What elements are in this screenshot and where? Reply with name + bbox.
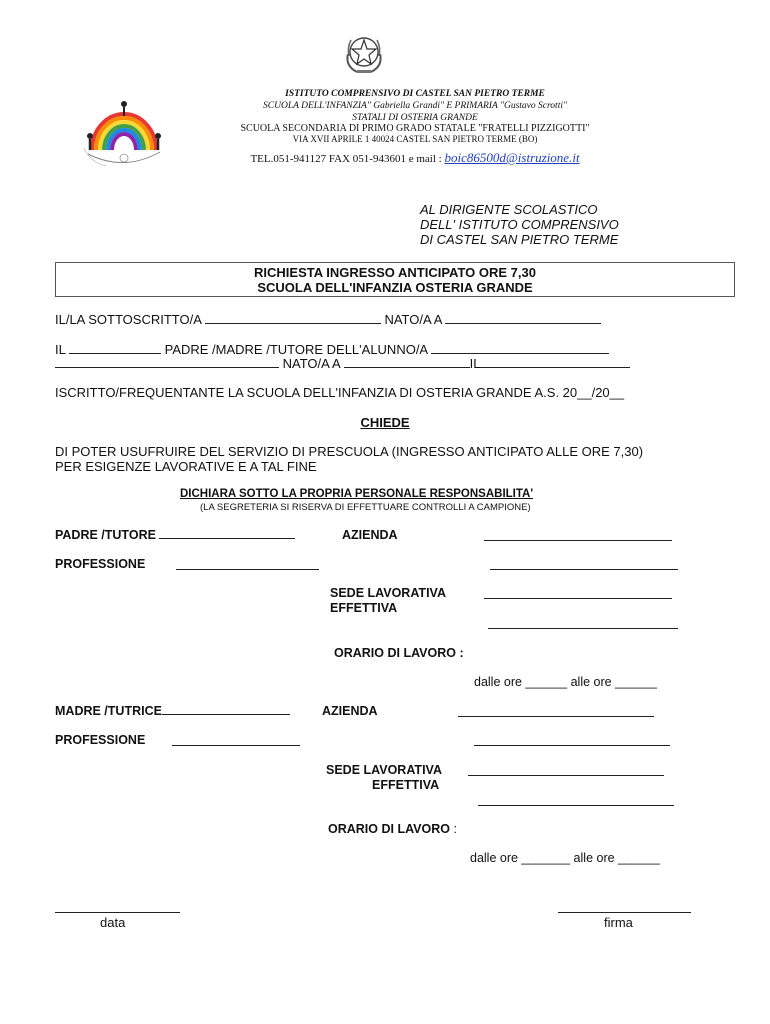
- father-workplace-field[interactable]: [484, 588, 672, 599]
- mother-company-label: AZIENDA: [322, 704, 378, 718]
- title-line: SCUOLA DELL'INFANZIA OSTERIA GRANDE: [257, 280, 533, 295]
- mother-workplace-label: SEDE LAVORATIVA: [326, 763, 442, 777]
- sottoscritto-field[interactable]: [205, 313, 381, 324]
- student-name-field[interactable]: [431, 343, 609, 354]
- declaration-heading: DICHIARA SOTTO LA PROPRIA PERSONALE RESPONSABILITA': [180, 488, 534, 500]
- mother-name-field[interactable]: [162, 704, 290, 715]
- school-location: STATALI DI OSTERIA GRANDE: [352, 113, 478, 123]
- email-link[interactable]: boic86500d@istruzione.it: [444, 150, 580, 165]
- republic-emblem: [343, 30, 385, 76]
- school-name: ISTITUTO COMPRENSIVO DI CASTEL SAN PIETRO TERME: [285, 89, 545, 99]
- school-address: VIA XVII APRILE 1 40024 CASTEL SAN PIETRO TERME (BO): [292, 134, 538, 144]
- birthdate-field[interactable]: [69, 343, 161, 354]
- date-field[interactable]: [55, 902, 180, 913]
- father-label: PADRE /TUTORE: [55, 528, 156, 542]
- recipient-block: [420, 202, 619, 247]
- mother-hours-colon: :: [450, 822, 457, 836]
- signature-label: firma: [604, 915, 633, 930]
- request-line-2: PER ESIGENZE LAVORATIVE E A TAL FINE: [55, 459, 317, 474]
- father-company-field[interactable]: [484, 530, 672, 541]
- sottoscritto-label: IL/LA SOTTOSCRITTO/A: [55, 312, 202, 327]
- birthplace-field[interactable]: [445, 313, 601, 324]
- father-hours-field[interactable]: dalle ore ______ alle ore ______: [474, 675, 657, 689]
- parent-of-label: PADRE /MADRE /TUTORE DELL'ALUNNO/A: [164, 342, 428, 357]
- father-name-field[interactable]: [159, 528, 295, 539]
- mother-company-field-2[interactable]: [474, 735, 670, 746]
- father-workplace-label: SEDE LAVORATIVA: [330, 586, 446, 600]
- student-birth-row: [55, 356, 630, 371]
- mother-workplace-label-2: EFFETTIVA: [372, 778, 440, 792]
- declaration-note: (LA SEGRETERIA SI RISERVA DI EFFETTUARE CONTROLLI A CAMPIONE): [200, 502, 531, 513]
- enrollment-line: ISCRITTO/FREQUENTANTE LA SCUOLA DELL'INFANZIA DI OSTERIA GRANDE A.S. 20__/20__: [55, 385, 625, 400]
- mother-workplace-field-2[interactable]: [478, 795, 674, 806]
- student-birthdate-field[interactable]: [480, 357, 630, 368]
- contacts-line: [0, 150, 770, 166]
- mother-profession-field[interactable]: [172, 735, 300, 746]
- mother-hours-label-row: [328, 822, 457, 836]
- birthplace-label: NATO/A A: [384, 312, 442, 327]
- father-company-label: AZIENDA: [342, 528, 398, 542]
- student-birthplace-label: NATO/A A: [282, 356, 340, 371]
- request-title: [55, 262, 735, 297]
- father-profession-field[interactable]: [176, 559, 319, 570]
- birthdate-label: IL: [55, 342, 66, 357]
- recipient-line: DELL' ISTITUTO COMPRENSIVO: [420, 217, 619, 232]
- recipient-line: AL DIRIGENTE SCOLASTICO: [420, 202, 598, 217]
- applicant-row: [55, 312, 601, 327]
- title-line: RICHIESTA INGRESSO ANTICIPATO ORE 7,30: [254, 265, 536, 280]
- secondary-school: SCUOLA SECONDARIA DI PRIMO GRADO STATALE "FRATELLI PIZZIGOTTI": [240, 123, 590, 134]
- signature-field[interactable]: [558, 902, 691, 913]
- student-extra-field[interactable]: [55, 357, 279, 368]
- father-company-field-2[interactable]: [490, 559, 678, 570]
- phone-fax: TEL.051-941127 FAX 051-943601 e mail :: [250, 153, 445, 165]
- father-profession-label: PROFESSIONE: [55, 557, 146, 571]
- student-birthdate-label: IL: [469, 356, 481, 371]
- mother-workplace-field[interactable]: [468, 765, 664, 776]
- mother-hours-field[interactable]: dalle ore _______ alle ore ______: [470, 851, 660, 865]
- date-label: data: [100, 915, 126, 930]
- parent-row: [55, 342, 609, 357]
- father-label-row: [55, 528, 295, 542]
- mother-company-field[interactable]: [458, 706, 654, 717]
- mother-label: MADRE /TUTRICE: [55, 704, 162, 718]
- mother-profession-label: PROFESSIONE: [55, 733, 146, 747]
- recipient-line: DI CASTEL SAN PIETRO TERME: [420, 232, 619, 247]
- school-subtitle: SCUOLA DELL'INFANZIA" Gabriella Grandi" E PRIMARIA "Gustavo Scrotti": [263, 101, 567, 111]
- mother-label-row: [55, 704, 290, 718]
- chiede-heading: CHIEDE: [360, 415, 410, 430]
- mother-hours-label: ORARIO DI LAVORO: [328, 822, 450, 836]
- student-birthplace-field[interactable]: [344, 357, 470, 368]
- father-workplace-label-2: EFFETTIVA: [330, 601, 398, 615]
- father-hours-label: ORARIO DI LAVORO :: [334, 646, 464, 660]
- father-workplace-field-2[interactable]: [488, 618, 678, 629]
- request-line-1: DI POTER USUFRUIRE DEL SERVIZIO DI PRESCUOLA (INGRESSO ANTICIPATO ALLE ORE 7,30): [55, 444, 644, 459]
